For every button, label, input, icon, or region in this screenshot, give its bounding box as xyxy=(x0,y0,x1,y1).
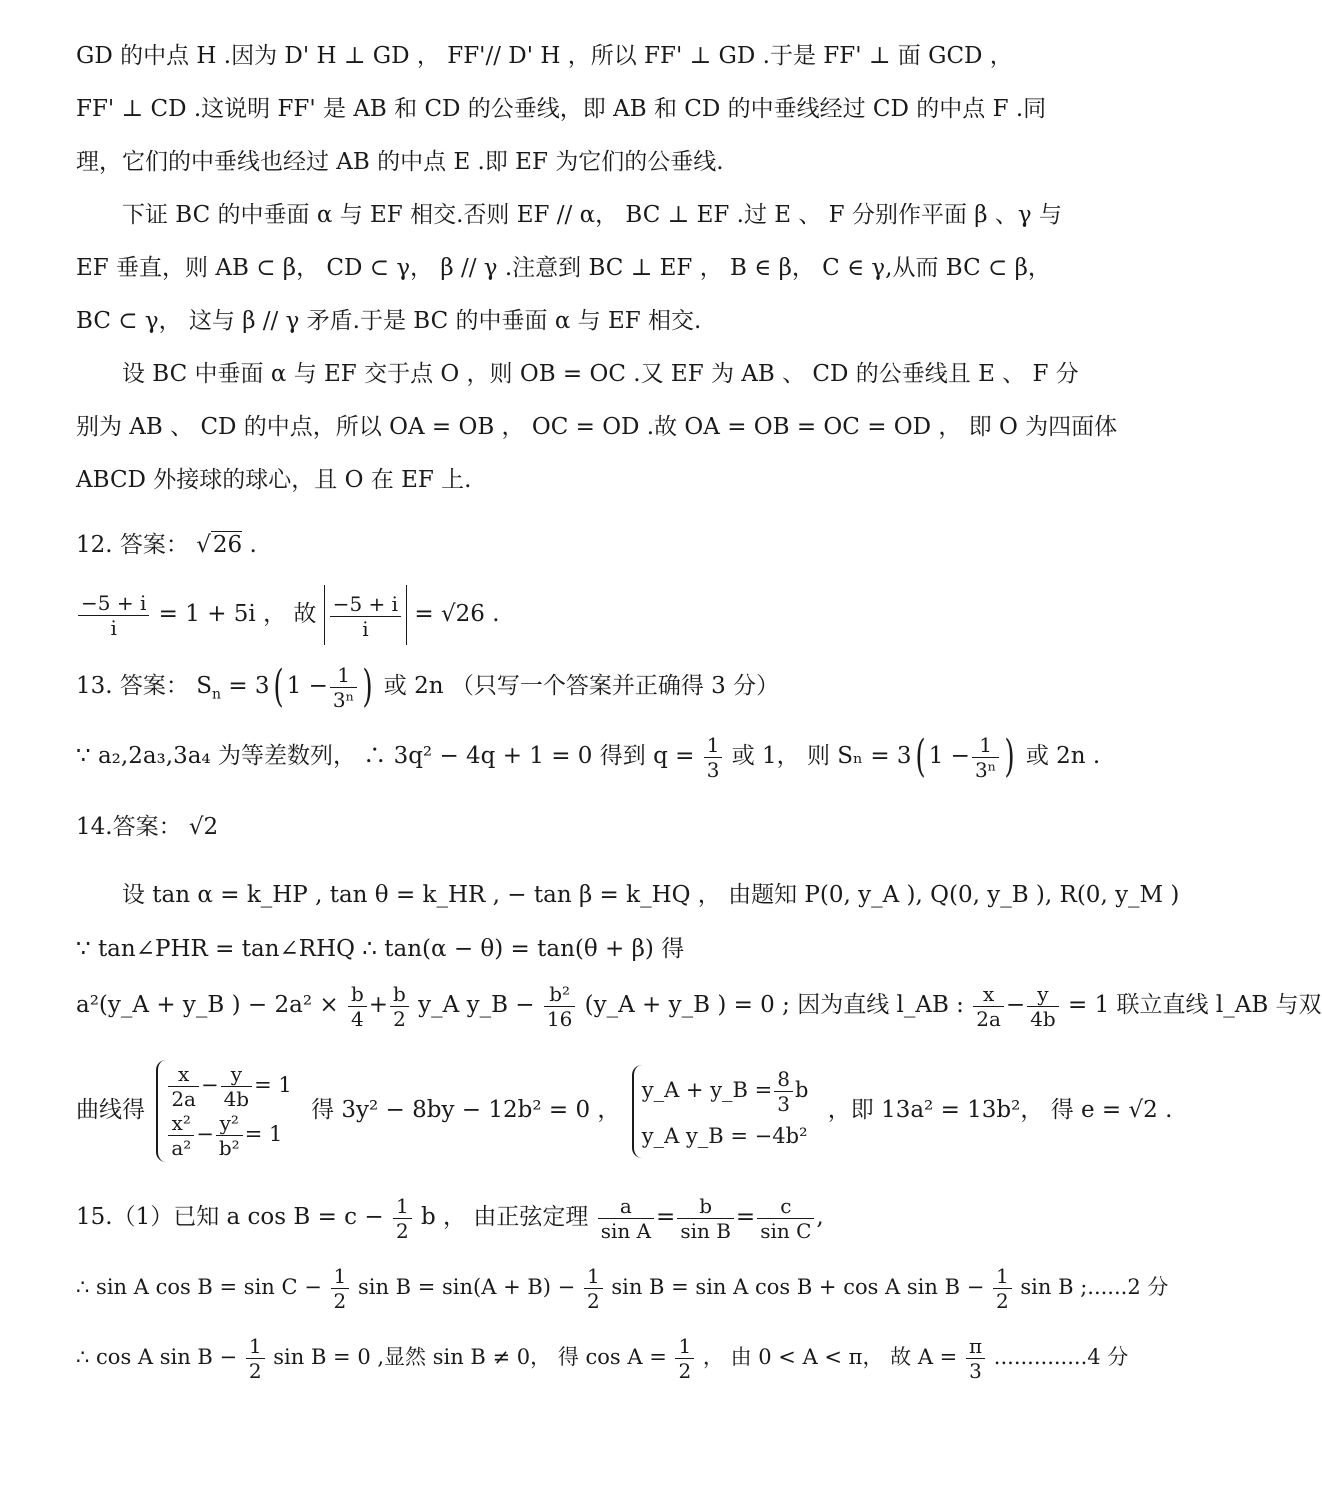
q13-answer-line: 13. 答案： $S_n = 3$( 1 − $\frac{1}{\text{3ⁿ}}$ ) 或 2n （只写一个答案并正确得 3 分） xyxy=(76,661,780,712)
q15-line: ∴ sin A cos B = sin C − $\frac{1}{2}$ sin B = sin(A + B) − $\frac{1}{2}$ sin B = sin A cos B + cos A sin B − $\frac{1}{2}$ sin B ;......2 分 xyxy=(76,1264,1169,1313)
text-line: GD 的中点 H .因为 D' H ⊥ GD ， FF'// D' H ，所以 FF' ⊥ GD .于是 FF' ⊥ 面 GCD ， xyxy=(76,43,1013,69)
q12-answer-line: 12. 答案： √26 . xyxy=(76,532,257,558)
q12-fraction: $\frac{-5 + i}{i}$ xyxy=(78,591,149,640)
text-line: 下证 BC 的中垂面 α 与 EF 相交.否则 EF // α， BC ⊥ EF .过 E 、 F 分别作平面 β 、γ 与 xyxy=(122,202,1062,228)
text-line: EF 垂直，则 AB ⊂ β， CD ⊂ γ， β // γ .注意到 BC ⊥ EF ， B ∈ β， C ∈ γ,从而 BC ⊂ β， xyxy=(76,255,1051,281)
equation-system-1: $\frac{x}{2a}$ − $\frac{y}{4b}$ = 1 $\frac{\text{x²}}{\text{a²}}$ − $\frac{\text{y²}}{\text{b²}}$ = 1 xyxy=(156,1060,299,1162)
q13-solution-line: ∵ a₂,2a₃,3a₄ 为等差数列， ∴ 3q² − 4q + 1 = 0 得到 q = $\frac{1}{3}$ 或 1， 则 Sₙ = 3( 1 − $\frac{1}{\text{3ⁿ}}$ ) 或 2n . xyxy=(76,731,1101,782)
text-line: ABCD 外接球的球心，且 O 在 EF 上. xyxy=(76,467,472,493)
q12-head: 12. 答案： xyxy=(76,532,189,558)
q14-line: 设 tan α = k_HP , tan θ = k_HR , − tan β = k_HQ ， 由题知 P(0, y_A ), Q(0, y_B ), R(0, y_M ) xyxy=(122,882,1180,908)
equation-system-2: y_A + y_B = $\frac{8}{3}$ b y_A y_B = −4b² xyxy=(632,1065,817,1158)
text-line: BC ⊂ γ， 这与 β // γ 矛盾.于是 BC 的中垂面 α 与 EF 相交. xyxy=(76,308,702,334)
q14-line: ∵ tan∠PHR = tan∠RHQ ∴ tan(α − θ) = tan(θ + β) 得 xyxy=(76,936,685,962)
text-line: 别为 AB 、 CD 的中点，所以 OA = OB ， OC = OD .故 OA = OB = OC = OD ， 即 O 为四面体 xyxy=(76,414,1118,440)
q12-answer: 26 xyxy=(212,532,243,558)
text-line: 理，它们的中垂线也经过 AB 的中点 E .即 EF 为它们的公垂线. xyxy=(76,149,724,175)
text-line: 设 BC 中垂面 α 与 EF 交于点 O ，则 OB = OC .又 EF 为 AB 、 CD 的公垂线且 E 、 F 分 xyxy=(122,361,1079,387)
q12-solution-line: $\frac{-5 + i}{i}$ = 1 + 5i ， 故 $\frac{-5 + i}{i}$ = √26 . xyxy=(76,584,1006,644)
q14-equation-line: a²(y_A + y_B ) − 2a² × $\frac{b}{4}$ + $\frac{b}{2}$ y_A y_B − $\frac{\text{b²}}{16}$ (y_A + y_B ) = 0 ; 因为直线 l_AB : $\frac{x}{2a}$ − $\frac{y}{4b}$ = 1 联立直线 l_AB 与双 xyxy=(76,981,1322,1031)
q14-answer: √2 xyxy=(188,814,219,840)
q12-abs-value: $\frac{-5 + i}{i}$ xyxy=(324,585,407,645)
text-line: FF' ⊥ CD .这说明 FF' 是 AB 和 CD 的公垂线，即 AB 和 CD 的中垂线经过 CD 的中点 F .同 xyxy=(76,96,1047,122)
q15-line: ∴ cos A sin B − $\frac{1}{2}$ sin B = 0 ,显然 sin B ≠ 0， 得 cos A = $\frac{1}{2}$ ， 由 0 < A < π， 故 A = $\frac{\pi}{3}$ ..............4 分 xyxy=(76,1334,1129,1383)
q15-line: 15.（1）已知 a cos B = c − $\frac{1}{2}$ b ， 由正弦定理 $\frac{a}{\text{sin A}}$ = $\frac{b}{\text{sin B}}$ = $\frac{c}{\text{sin C}}$ , xyxy=(76,1193,824,1243)
q13-fraction: $\frac{1}{\text{3ⁿ}}$ xyxy=(330,663,357,712)
q14-answer-line: 14.答案： √2 xyxy=(76,814,219,840)
q14-system-line: 曲线得 $\frac{x}{2a}$ − $\frac{y}{4b}$ = 1 $\frac{\text{x²}}{\text{a²}}$ − $\frac{\text{y²}}{\text{b²}}$ = 1 得 3y² − 8by − 12b² = 0 ， y_A + y_B = $\frac{8}{3}$ b y_A y_B = −4b² ，即 13a² = 13b²， 得 e = √2 . xyxy=(76,1062,1173,1160)
